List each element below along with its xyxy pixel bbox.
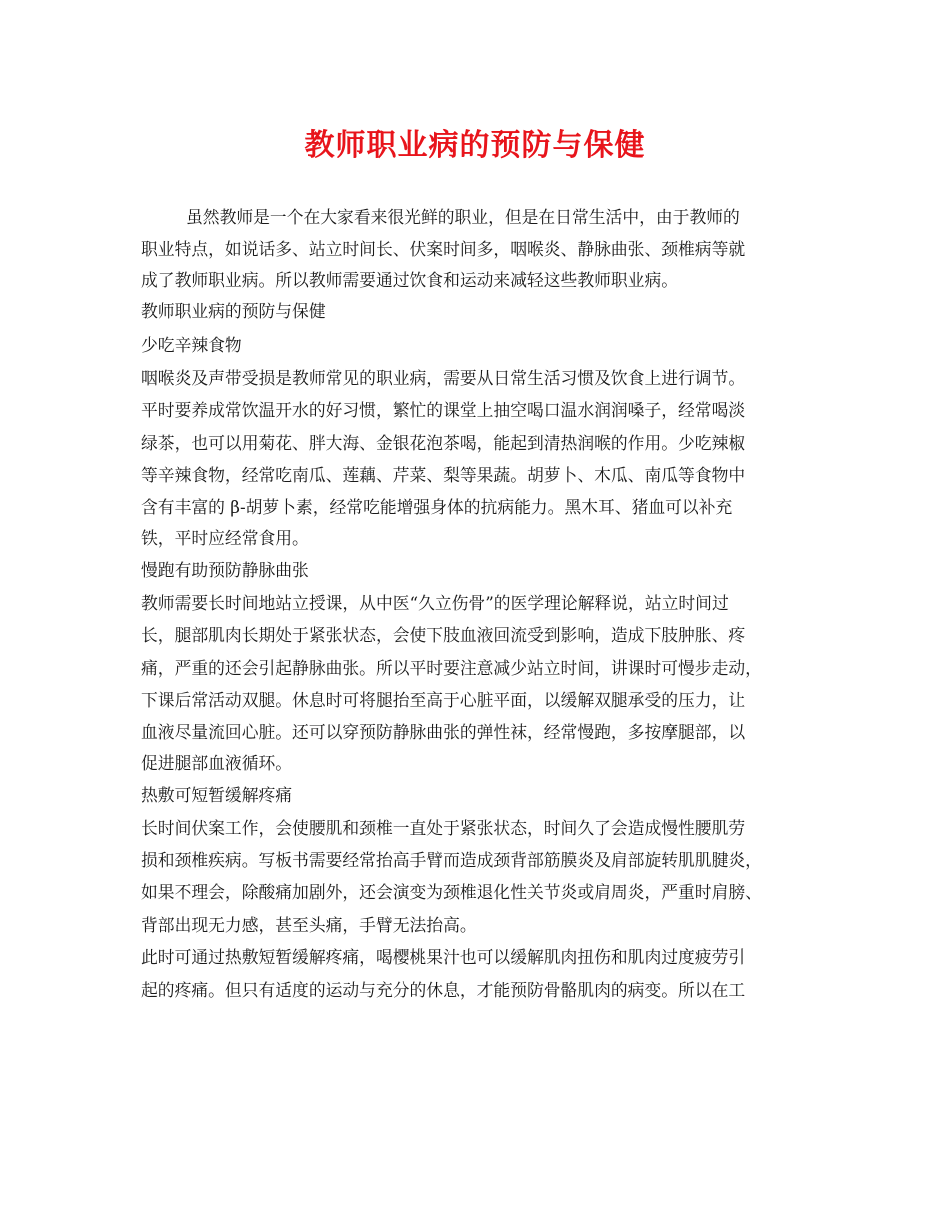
section-line: 等辛辣食物，经常吃南瓜、莲藕、芹菜、梨等果蔬。胡萝卜、木瓜、南瓜等食物中 — [141, 464, 746, 485]
section-heading: 慢跑有助预防静脉曲张 — [141, 559, 309, 580]
section-line: 平时要养成常饮温开水的好习惯，繁忙的课堂上抽空喝口温水润润嗓子，经常喝淡 — [141, 400, 746, 421]
section-line: 痛，严重的还会引起静脉曲张。所以平时要注意减少站立时间，讲课时可慢步走动， — [141, 657, 762, 678]
section-line: 如果不理会，除酸痛加剧外，还会演变为颈椎退化性关节炎或肩周炎，严重时肩膀、 — [141, 882, 762, 903]
section-line: 起的疼痛。但只有适度的运动与充分的休息，才能预防骨骼肌肉的病变。所以在工 — [141, 979, 746, 1000]
intro-line: 虽然教师是一个在大家看来很光鲜的职业，但是在日常生活中，由于教师的 — [186, 207, 740, 227]
section-line: 长时间伏案工作，会使腰肌和颈椎一直处于紧张状态，时间久了会造成慢性腰肌劳 — [141, 817, 746, 838]
section-heading: 热敷可短暂缓解疼痛 — [141, 784, 293, 805]
section-line: 下课后常活动双腿。休息时可将腿抬至高于心脏平面，以缓解双腿承受的压力，让 — [141, 689, 746, 710]
section-line: 教师需要长时间地站立授课，从中医“久立伤骨”的医学理论解释说，站立时间过 — [141, 592, 729, 613]
section-line: 含有丰富的 β-胡萝卜素，经常吃能增强身体的抗病能力。黑木耳、猪血可以补充 — [141, 497, 733, 518]
document-body — [141, 201, 821, 1006]
section-line: 损和颈椎疾病。写板书需要经常抬高手臂而造成颈背部筋膜炎及肩部旋转肌肌腱炎， — [141, 850, 762, 871]
document-subtitle: 教师职业病的预防与保健 — [141, 300, 326, 321]
section-line: 背部出现无力感，甚至头痛，手臂无法抬高。 — [141, 914, 477, 935]
section-line: 促进腿部血液循环。 — [141, 752, 293, 773]
intro-line: 职业特点，如说话多、站立时间长、伏案时间多，咽喉炎、静脉曲张、颈椎病等就 — [141, 239, 746, 260]
document-title: 教师职业病的预防与保健 — [304, 128, 646, 163]
section-line: 血液尽量流回心脏。还可以穿预防静脉曲张的弹性袜，经常慢跑，多按摩腿部，以 — [141, 722, 746, 743]
section-line: 绿茶，也可以用菊花、胖大海、金银花泡茶喝，能起到清热润喉的作用。少吃辣椒 — [141, 432, 746, 453]
section-line: 铁，平时应经常食用。 — [141, 527, 309, 548]
intro-line: 成了教师职业病。所以教师需要通过饮食和运动来减轻这些教师职业病。 — [141, 269, 679, 290]
section-line: 此时可通过热敷短暂缓解疼痛，喝樱桃果汁也可以缓解肌肉扭伤和肌肉过度疲劳引 — [141, 947, 746, 968]
section-line: 咽喉炎及声带受损是教师常见的职业病，需要从日常生活习惯及饮食上进行调节。 — [141, 367, 746, 388]
section-line: 长，腿部肌肉长期处于紧张状态，会使下肢血液回流受到影响，造成下肢肿胀、疼 — [141, 625, 746, 646]
section-heading: 少吃辛辣食物 — [141, 334, 242, 355]
